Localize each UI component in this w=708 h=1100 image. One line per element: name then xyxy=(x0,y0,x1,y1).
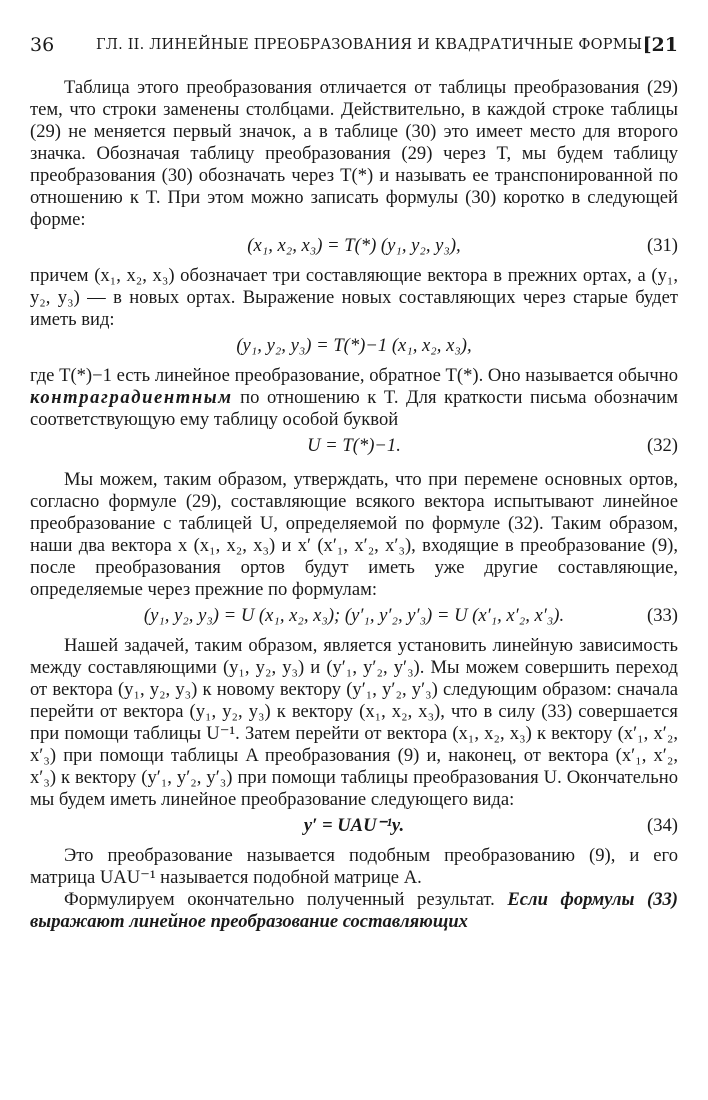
equation-34-expression: y′ = UAU⁻¹y. xyxy=(303,815,405,836)
equation-31-number: (31) xyxy=(647,235,678,256)
paragraph-3-part-a: где T(*)−1 есть линейное преобразование, обратное T(*). Оно называется обычно xyxy=(30,365,678,386)
paragraph-2: причем (x₁, x₂, x₃) обозначает три составляющие вектора в прежних ортах, а (y₁, y₂, y₃) — в новых ортах. Выражение новых составляющих через старые будет иметь вид: xyxy=(30,265,678,330)
running-header xyxy=(30,34,678,60)
equation-31 xyxy=(30,235,678,259)
paragraph-1: Таблица этого преобразования отличается от таблицы преобразования (29) тем, что строки заменены столбцами. Действительно, в каждой строке таблицы (29) не меняется первый значок, а в таблице (30) это имеет место для второго значка. Обозначая таблицу преобразования (29) через T, мы будем таблицу преобразования (30) обозначать через T(*) и называть ее транспонированной по отношению к T. При этом можно записать формулы (30) коротко в следующей форме: xyxy=(30,77,678,230)
body-text xyxy=(30,77,678,933)
equation-inverse xyxy=(30,335,678,359)
equation-inverse-expression: (y₁, y₂, y₃) = T(*)−1 (x₁, x₂, x₃), xyxy=(236,335,472,356)
paragraph-3 xyxy=(30,365,678,431)
running-title: ГЛ. II. ЛИНЕЙНЫЕ ПРЕОБРАЗОВАНИЯ И КВАДРАТИЧНЫЕ ФОРМЫ xyxy=(96,37,643,53)
section-number: [21 xyxy=(642,34,678,56)
equation-32-expression: U = T(*)−1. xyxy=(307,435,401,456)
paragraph-7 xyxy=(30,889,678,933)
equation-32 xyxy=(30,435,678,459)
term-contragredient: контраградиентным xyxy=(30,387,233,408)
paragraph-7-part-a: Формулируем окончательно полученный результат. xyxy=(64,889,508,910)
theorem-statement: Если формулы (33) выражают линейное преобразование составляющих xyxy=(30,889,678,932)
equation-34 xyxy=(30,815,678,839)
equation-32-number: (32) xyxy=(647,435,678,456)
paragraph-3-part-b: по отношению к T. Для краткости письма обозначим соответствующую ему таблицу особой буквой xyxy=(30,387,678,430)
paragraph-6: Это преобразование называется подобным преобразованию (9), и его матрица UAU⁻¹ называется подобной матрице A. xyxy=(30,845,678,888)
paragraph-4: Мы можем, таким образом, утверждать, что при перемене основных ортов, согласно формуле (29), составляющие всякого вектора испытывают линейное преобразование с таблицей U, определяемой по формуле (32). Таким образом, наши два вектора x (x₁, x₂, x₃) и x′ (x′₁, x′₂, x′₃), входящие в преобразование (9), после преобразования ортов будут иметь уже другие составляющие, определяемые через прежние по формулам: xyxy=(30,469,678,600)
equation-33-expression: (y₁, y₂, y₃) = U (x₁, x₂, x₃); (y′₁, y′₂, y′₃) = U (x′₁, x′₂, x′₃). xyxy=(143,605,565,626)
equation-33-number: (33) xyxy=(647,605,678,626)
equation-31-expression: (x₁, x₂, x₃) = T(*) (y₁, y₂, y₃), xyxy=(247,235,461,256)
page-number: 36 xyxy=(30,34,55,56)
paragraph-5: Нашей задачей, таким образом, является установить линейную зависимость между составляющими (y₁, y₂, y₃) и (y′₁, y′₂, y′₃). Мы можем совершить переход от вектора (y₁, y₂, y₃) к новому вектору (y′₁, y′₂, y′₃) следующим образом: сначала перейти от вектора (y₁, y₂, y₃) к вектору (x₁, x₂, x₃), что в силу (33) совершается при помощи таблицы U⁻¹. Затем перейти от вектора (x₁, x₂, x₃) к вектору (x′₁, x′₂, x′₃) при помощи таблицы A преобразования (9) и, наконец, от вектора (x′₁, x′₂, x′₃) к вектору (y′₁, y′₂, y′₃) при помощи таблицы преобразования U. Окончательно мы будем иметь линейное преобразование следующего вида: xyxy=(30,635,678,810)
equation-33 xyxy=(30,605,678,629)
equation-34-number: (34) xyxy=(647,815,678,836)
